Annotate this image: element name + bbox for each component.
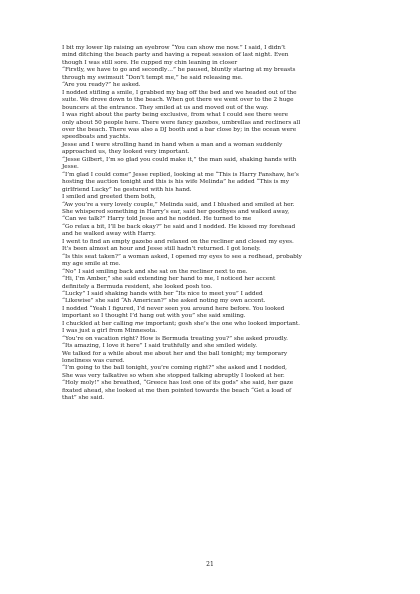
text-line: that” she said. <box>62 395 105 402</box>
text-line: “Its amazing, I love it here” I said truthfully and she smiled widely. <box>62 343 258 350</box>
text-line: It’s been almost an hour and Jesse still hadn’t returned. I got lonely. <box>62 246 261 253</box>
text-line: “Aw you’re a very lovely couple,” Melinda said, and I blushed and smiled at her. <box>62 201 295 208</box>
text-line: though I was still sore. He cupped my chin leaning in closer <box>62 59 238 66</box>
text-line: through my swimsuit “Don’t tempt me,” he said releasing me. <box>62 74 243 81</box>
text-line: “Are you ready?” he asked. <box>62 82 141 89</box>
text-line: speedboats and yachts. <box>62 134 131 141</box>
text-line: I chuckled at her calling me important; gosh she’s the one who looked important. <box>62 320 300 327</box>
text-line: “Hi, I’m Amber,” she said extending her hand to me, I noticed her accent <box>62 276 276 283</box>
text-line: only about 50 people here. There were fancy gazebos, umbrellas and recliners all <box>62 119 301 126</box>
text-line: and he walked away with Harry. <box>62 231 156 238</box>
text-line: “Go relax a bit, I’ll be back okay?” he said and I nodded. He kissed my forehead <box>62 223 296 230</box>
text-line: “You’re on vacation right? How is Bermuda treating you?” she asked proudly. <box>62 335 288 342</box>
text-line: I nodded “Yeah I figured, I’d never seen you around here before. You looked <box>62 305 285 312</box>
text-line: loneliness was cured. <box>62 358 125 365</box>
text-line: I nodded stifling a smile, I grabbed my bag off the bed and we headed out of the <box>62 89 297 96</box>
text-line: “I’m going to the ball tonight, you’re coming right?” she asked and I nodded, <box>62 365 288 372</box>
text-line: I was right about the party being exclusive, from what I could see there were <box>62 112 288 119</box>
text-line: “Lucky” I said shaking hands with her “Its nice to meet you” I added <box>62 290 263 297</box>
text-line: girlfriend Lucky” he gestured with his hand. <box>62 186 192 193</box>
text-line: definitely a Bermuda resident, she looked posh too. <box>62 283 213 290</box>
emphasis: me <box>134 320 144 327</box>
text-line: my age smile at me. <box>62 261 121 268</box>
text-line: “Likewise” she said “Ah American?” she asked noting my own accent. <box>62 298 266 305</box>
text-line: We talked for a while about me about her and the ball tonight; my temporary <box>62 350 288 357</box>
text-line: important so I thought I’d hang out with you” she said smiling. <box>62 313 246 320</box>
text-line: I bit my lower lip raising an eyebrow “You can show me now.” I said, I didn’t <box>62 45 286 51</box>
page-number: 21 <box>206 561 214 568</box>
text-line: mind ditching the beach party and having a repeat session of last night. Even <box>62 52 289 59</box>
text-line: “Jesse Gilbert, I’m so glad you could make it,” the man said, shaking hands with <box>62 156 297 163</box>
text-line: fixated ahead, she looked at me then pointed towards the beach “Get a load of <box>62 387 292 394</box>
text-line: “Can we talk?” Harry told Jesse and he nodded. He turned to me <box>62 216 252 223</box>
text-line: Jesse and I were strolling hand in hand when a man and a woman suddenly <box>62 141 283 148</box>
text-line: “Holy moly!” she breathed, “Greece has lost one of its gods” she said, her gaze <box>62 380 294 387</box>
text-line: hosting the auction tonight and this is his wife Melinda” he added “This is my <box>62 179 289 186</box>
page-body-text <box>62 45 360 403</box>
text-line: She whispered something in Harry’s ear, said her goodbyes and walked away, <box>62 208 290 215</box>
text-line: “No” I said smiling back and she sat on the recliner next to me. <box>62 268 248 275</box>
text-line: bouncers at the entrance. They smiled at us and moved out of the way. <box>62 104 269 111</box>
text-line: Jesse. <box>62 164 79 171</box>
text-line: over the beach. There was also a DJ booth and a bar close by; in the ocean were <box>62 126 297 133</box>
text-line: approached us, they looked very important. <box>62 149 190 156</box>
text-line: suite. We drove down to the beach. When got there we went over to the 2 huge <box>62 97 294 104</box>
text-line: I went to find an empty gazebo and relaxed on the recliner and closed my eyes. <box>62 238 294 245</box>
text-line: “I’m glad I could come” Jesse replied, looking at me “This is Harry Fanshaw, he’s <box>62 171 299 178</box>
text-line: I was just a girl from Minnesota. <box>62 328 158 335</box>
text-line: “Firstly, we have to go and secondly…” he paused, bluntly staring at my breasts <box>62 67 296 74</box>
text-line: I smiled and greeted them both, <box>62 194 156 201</box>
text-line: “Is this seat taken?” a woman asked, I opened my eyes to see a redhead, probably <box>62 253 302 260</box>
text-line: She was very talkative so when she stopped talking abruptly I looked at her. <box>62 372 285 379</box>
